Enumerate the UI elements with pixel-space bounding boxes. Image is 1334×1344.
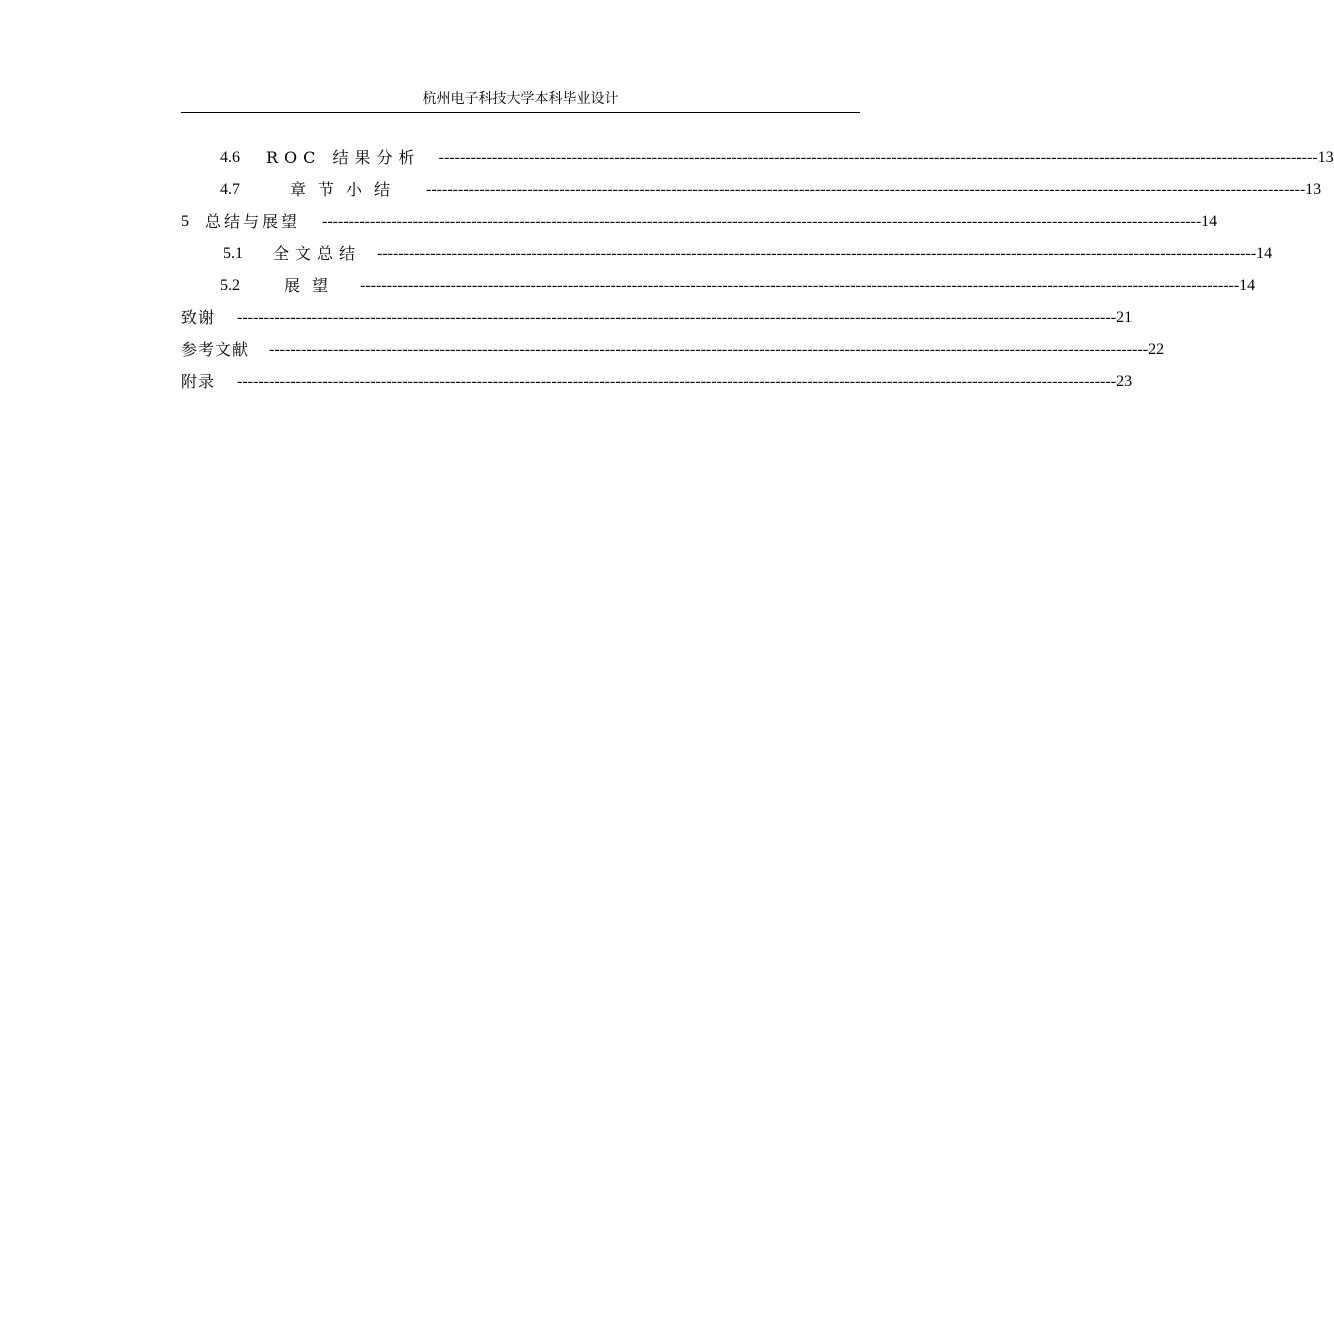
toc-entry-4-7[interactable] (181, 174, 1322, 206)
toc-entry-leader: --------------------------------------------------------------------------------------------------------------------------------------------------------------------- (237, 373, 1117, 390)
toc-entry-number: 4.7 (220, 181, 240, 198)
page-header (181, 88, 860, 113)
toc-entry-title: 章节小结 (290, 180, 403, 199)
toc-entry-number: 5.2 (220, 277, 240, 294)
toc-entry-title: 参考文献 (181, 340, 250, 359)
toc-entry-leader: --------------------------------------------------------------------------------------------------------------------------------------------------------------------- (322, 213, 1202, 230)
toc-entry-acknowledgements[interactable] (181, 302, 1133, 334)
toc-entry-number: 5 (181, 213, 189, 230)
toc-entry-leader: --------------------------------------------------------------------------------------------------------------------------------------------------------------------- (426, 181, 1306, 198)
toc-entry-number: 4.6 (220, 149, 240, 166)
toc-entry-title: 展望 (284, 276, 341, 295)
toc-entry-page: 14 (1256, 245, 1273, 262)
toc-entry-title: 附录 (181, 372, 216, 391)
toc-entry-page: 13 (1317, 149, 1334, 166)
toc-entry-title: 致谢 (181, 308, 216, 327)
toc-entry-leader: --------------------------------------------------------------------------------------------------------------------------------------------------------------------- (438, 149, 1318, 166)
toc-entry-leader: --------------------------------------------------------------------------------------------------------------------------------------------------------------------- (377, 245, 1257, 262)
toc-entry-page: 14 (1239, 277, 1256, 294)
page-header-title: 杭州电子科技大学本科毕业设计 (422, 91, 619, 107)
toc-entry-page: 22 (1148, 341, 1165, 358)
toc-entry-appendix[interactable] (181, 366, 1133, 398)
toc-entry-page: 13 (1305, 181, 1322, 198)
toc-entry-leader: --------------------------------------------------------------------------------------------------------------------------------------------------------------------- (360, 277, 1240, 294)
toc-entry-title: ROC 结果分析 (266, 148, 421, 167)
toc-entry-5-1[interactable] (181, 238, 1273, 270)
toc-entry-page: 21 (1116, 309, 1133, 326)
toc-entry-5[interactable] (181, 206, 1218, 238)
toc-entry-number: 5.1 (223, 245, 243, 262)
toc-entry-leader: --------------------------------------------------------------------------------------------------------------------------------------------------------------------- (237, 309, 1117, 326)
table-of-contents (181, 142, 1334, 398)
toc-entry-page: 14 (1201, 213, 1218, 230)
toc-entry-references[interactable] (181, 334, 1165, 366)
toc-entry-page: 23 (1116, 373, 1133, 390)
toc-entry-leader: --------------------------------------------------------------------------------------------------------------------------------------------------------------------- (269, 341, 1149, 358)
toc-entry-title: 总结与展望 (205, 212, 301, 231)
toc-entry-5-2[interactable] (181, 270, 1256, 302)
toc-entry-4-6[interactable] (181, 142, 1334, 174)
toc-entry-title: 全文总结 (273, 244, 362, 263)
